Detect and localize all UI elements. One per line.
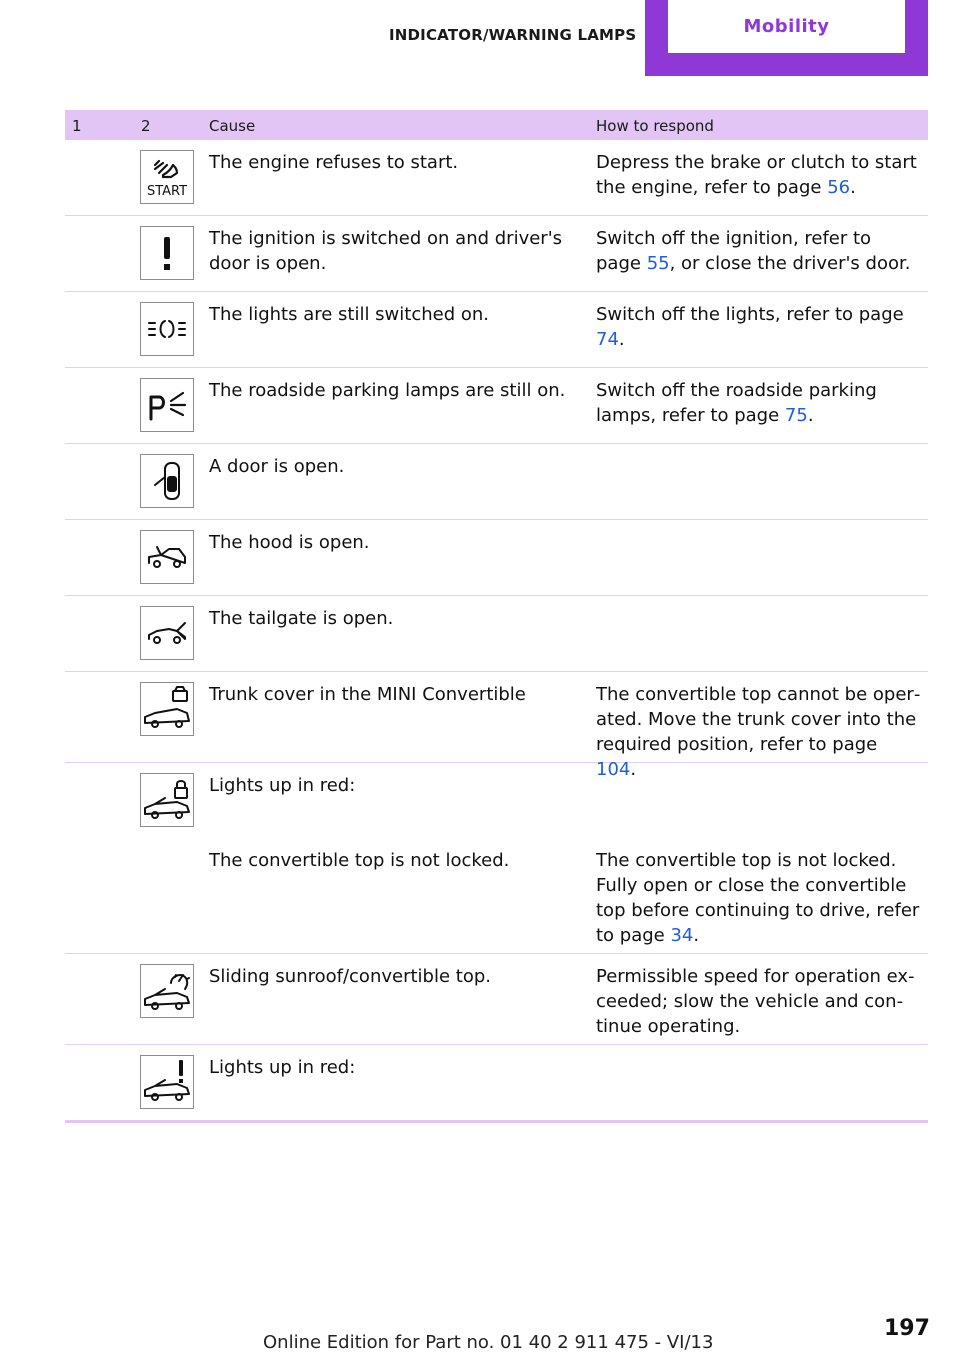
column-header-respond: How to respond [596,117,714,135]
respond-text [596,226,921,276]
cause-text: A door is open. [209,456,345,477]
respond-text-part: . [630,759,637,780]
cause-text: The hood is open. [209,532,370,553]
table-row [65,520,928,596]
cause-text: Lights up in red: [209,775,356,796]
table-row [65,954,928,1045]
cause-text: Trunk cover in the MINI Convertible [209,684,526,705]
table-row [65,763,928,954]
cause-text: The ignition is switched on and driver's door is open. [209,228,563,274]
start-button-icon [140,150,194,204]
cause-text: Lights up in red: [209,1057,356,1078]
column-header-cause: Cause [209,117,256,135]
page-reference-link[interactable]: 55 [646,253,670,274]
respond-text-part: The convertible top is not locked. Fully open or close the convertible top before continuing to drive, refer to page [596,850,920,946]
respond-text [596,150,921,200]
cause-text: The engine refuses to start. [209,152,459,173]
table-row [65,596,928,672]
respond-text-part: , or close the driver's door. [669,253,911,274]
table-row [65,444,928,520]
respond-text-part: Switch off the lights, refer to page [596,304,904,325]
respond-text [596,848,921,948]
respond-text-part: Depress the brake or clutch to start the engine, refer to page [596,152,917,198]
cause-text: Sliding sunroof/convertible top. [209,966,491,987]
svg-text:START: START [146,184,188,199]
page-reference-link[interactable]: 74 [596,329,619,350]
column-header-1: 1 [72,117,82,135]
chapter-tab-label: Mobility [743,16,830,37]
respond-text-part: The convertible top cannot be operated. Move the trunk cover into the required position, refer to page [596,684,921,755]
page-number: 197 [884,1316,930,1341]
table-row [65,140,928,216]
cause-text: The tailgate is open. [209,608,394,629]
page-reference-link[interactable]: 104 [596,759,631,780]
respond-text-part: . [693,925,700,946]
parking-lamps-icon [140,378,194,432]
table-row [65,292,928,368]
cause-subtext: The convertible top is not locked. [209,850,510,871]
page-reference-link[interactable]: 56 [827,177,851,198]
respond-text-part: Switch off the ignition, refer to page [596,228,872,274]
table-row [65,216,928,292]
exclamation-icon [140,226,194,280]
door-open-icon [140,454,194,508]
hood-open-icon [140,530,194,584]
respond-text: Permissible speed for operation exceeded; slow the vehicle and continue operating. [596,966,915,1037]
respond-text [596,378,921,428]
indicator-table [65,110,928,1123]
cause-text: The roadside parking lamps are still on. [209,380,566,401]
tailgate-open-icon [140,606,194,660]
respond-text-part: . [618,329,625,350]
convertible-speed-icon [140,964,194,1018]
table-row [65,672,928,780]
convertible-warning-icon [140,1055,194,1109]
chapter-tab[interactable] [668,0,905,53]
table-row [65,368,928,444]
lights-icon [140,302,194,356]
convertible-lock-icon [140,773,194,827]
cause-text: The lights are still switched on. [209,304,490,325]
respond-text [596,302,921,352]
column-header-2: 2 [141,117,151,135]
section-title: INDICATOR/WARNING LAMPS [389,26,637,44]
footer-edition-text: Online Edition for Part no. 01 40 2 911 475 - VI/13 [263,1332,714,1353]
table-header-row [65,110,928,140]
trunk-cover-icon [140,682,194,736]
respond-text-part: . [850,177,856,198]
respond-text-part: . [807,405,814,426]
respond-text-part: Switch off the roadside parking lamps, refer to page [596,380,877,426]
page-reference-link[interactable]: 75 [784,405,808,426]
table-row [65,1045,928,1123]
page-reference-link[interactable]: 34 [670,925,694,946]
